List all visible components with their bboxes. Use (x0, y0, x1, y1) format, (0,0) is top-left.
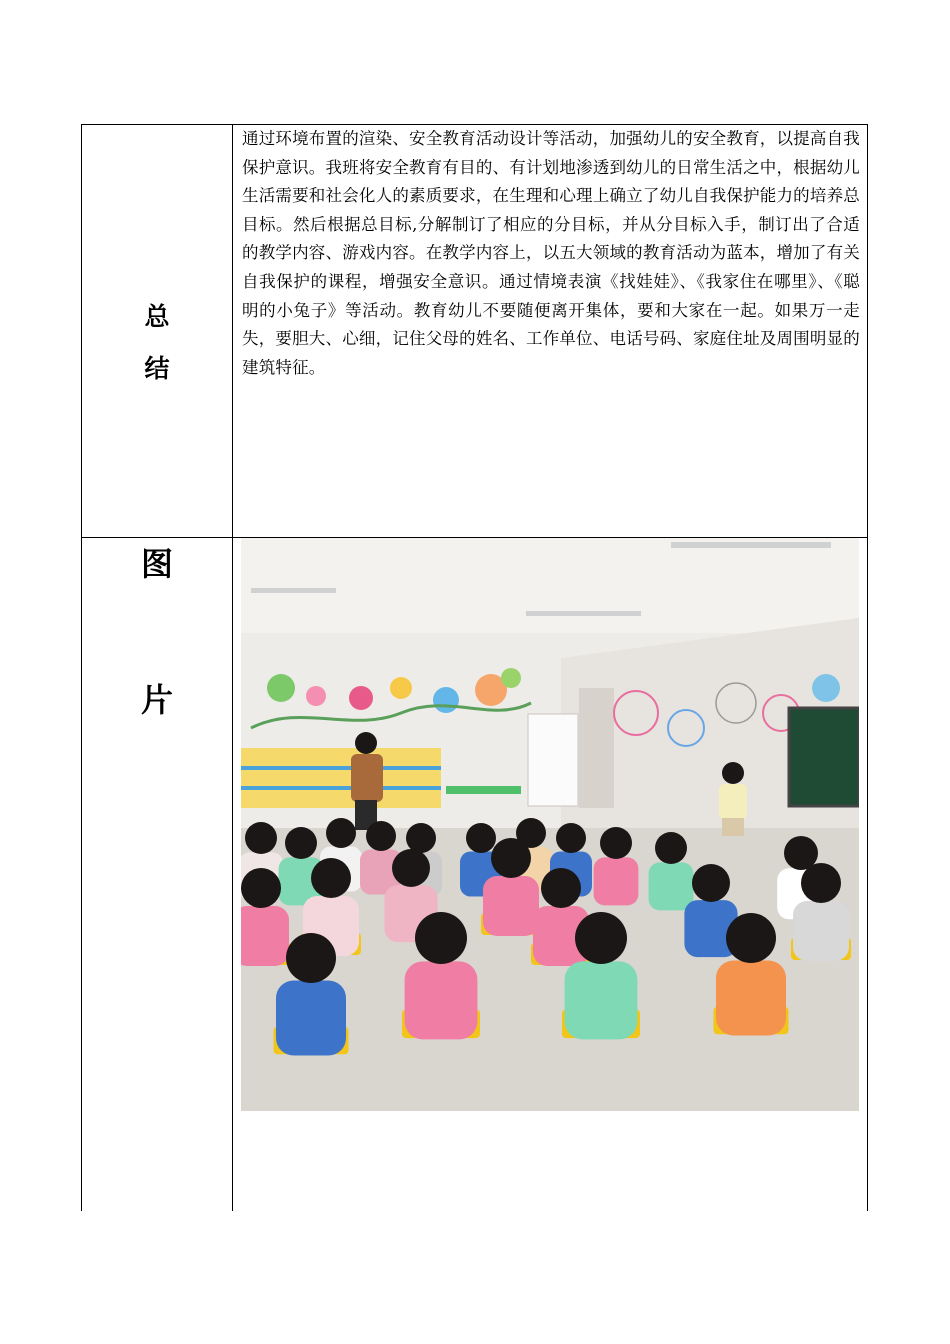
child-head (491, 838, 531, 878)
child-head (326, 818, 356, 848)
child-head (366, 821, 396, 851)
child-head (801, 863, 841, 903)
child-head (415, 912, 467, 964)
child-head (392, 849, 430, 887)
child-body (276, 981, 346, 1056)
child-body (716, 961, 786, 1036)
child-body (483, 876, 539, 936)
classroom-photo (241, 538, 859, 1111)
child-body (565, 961, 638, 1039)
child-head (245, 822, 277, 854)
summary-label-char-2: 结 (144, 354, 170, 383)
child-head (692, 864, 730, 902)
child-head (600, 827, 632, 859)
ceiling-light (251, 588, 336, 593)
summary-label-char-1: 总 (144, 302, 170, 331)
child-head (655, 832, 687, 864)
table (446, 786, 521, 794)
door-frame (579, 688, 614, 808)
child-head (556, 823, 586, 853)
child-body (649, 862, 694, 910)
child-head (406, 823, 436, 853)
toy-shelf-row (241, 766, 441, 770)
child-body (594, 857, 639, 905)
picture-label-char-1: 图 (140, 545, 173, 583)
classroom-photo-illustration (241, 538, 859, 1111)
picture-label (81, 545, 233, 719)
child-head (541, 868, 581, 908)
child-head (285, 827, 317, 859)
chalkboard (789, 708, 859, 806)
door (528, 714, 578, 806)
toy-shelf (241, 748, 441, 808)
child-body (793, 901, 849, 961)
child-head (241, 868, 281, 908)
child-body (405, 961, 478, 1039)
ceiling-light (671, 542, 831, 548)
child-head (575, 912, 627, 964)
picture-label-char-2: 片 (140, 681, 173, 719)
child-head (466, 823, 496, 853)
toy-shelf-row (241, 786, 441, 790)
child-head (726, 913, 776, 963)
child-body (241, 906, 289, 966)
standing-girl (719, 762, 747, 836)
child-head (311, 858, 351, 898)
ceiling-light (526, 611, 641, 616)
summary-paragraph: 通过环境布置的渲染、安全教育活动设计等活动，加强幼儿的安全教育，以提高自我保护意识。我班将安全教育有目的、有计划地渗透到幼儿的日常生活之中，根据幼儿生活需要和社会化人的素质要求，在生理和心理上确立了幼儿自我保护能力的培养总目标。然后根据总目标,分解制订了相应的分目标，并从分目标入手，制订出了合适的教学内容、游戏内容。在教学内容上，以五大领域的教育活动为蓝本，增加了有关自我保护的课程，增强安全意识。通过情境表演《找娃娃》、《我家住在哪里》、《聪明的小兔子》等活动。教育幼儿不要随便离开集体，要和大家在一起。如果万一走失，要胆大、心细，记住父母的姓名、工作单位、电话号码、家庭住址及周围明显的建筑特征。 (242, 129, 860, 377)
summary-label (81, 304, 233, 381)
table-right-border (867, 124, 868, 1211)
child-head (286, 933, 336, 983)
